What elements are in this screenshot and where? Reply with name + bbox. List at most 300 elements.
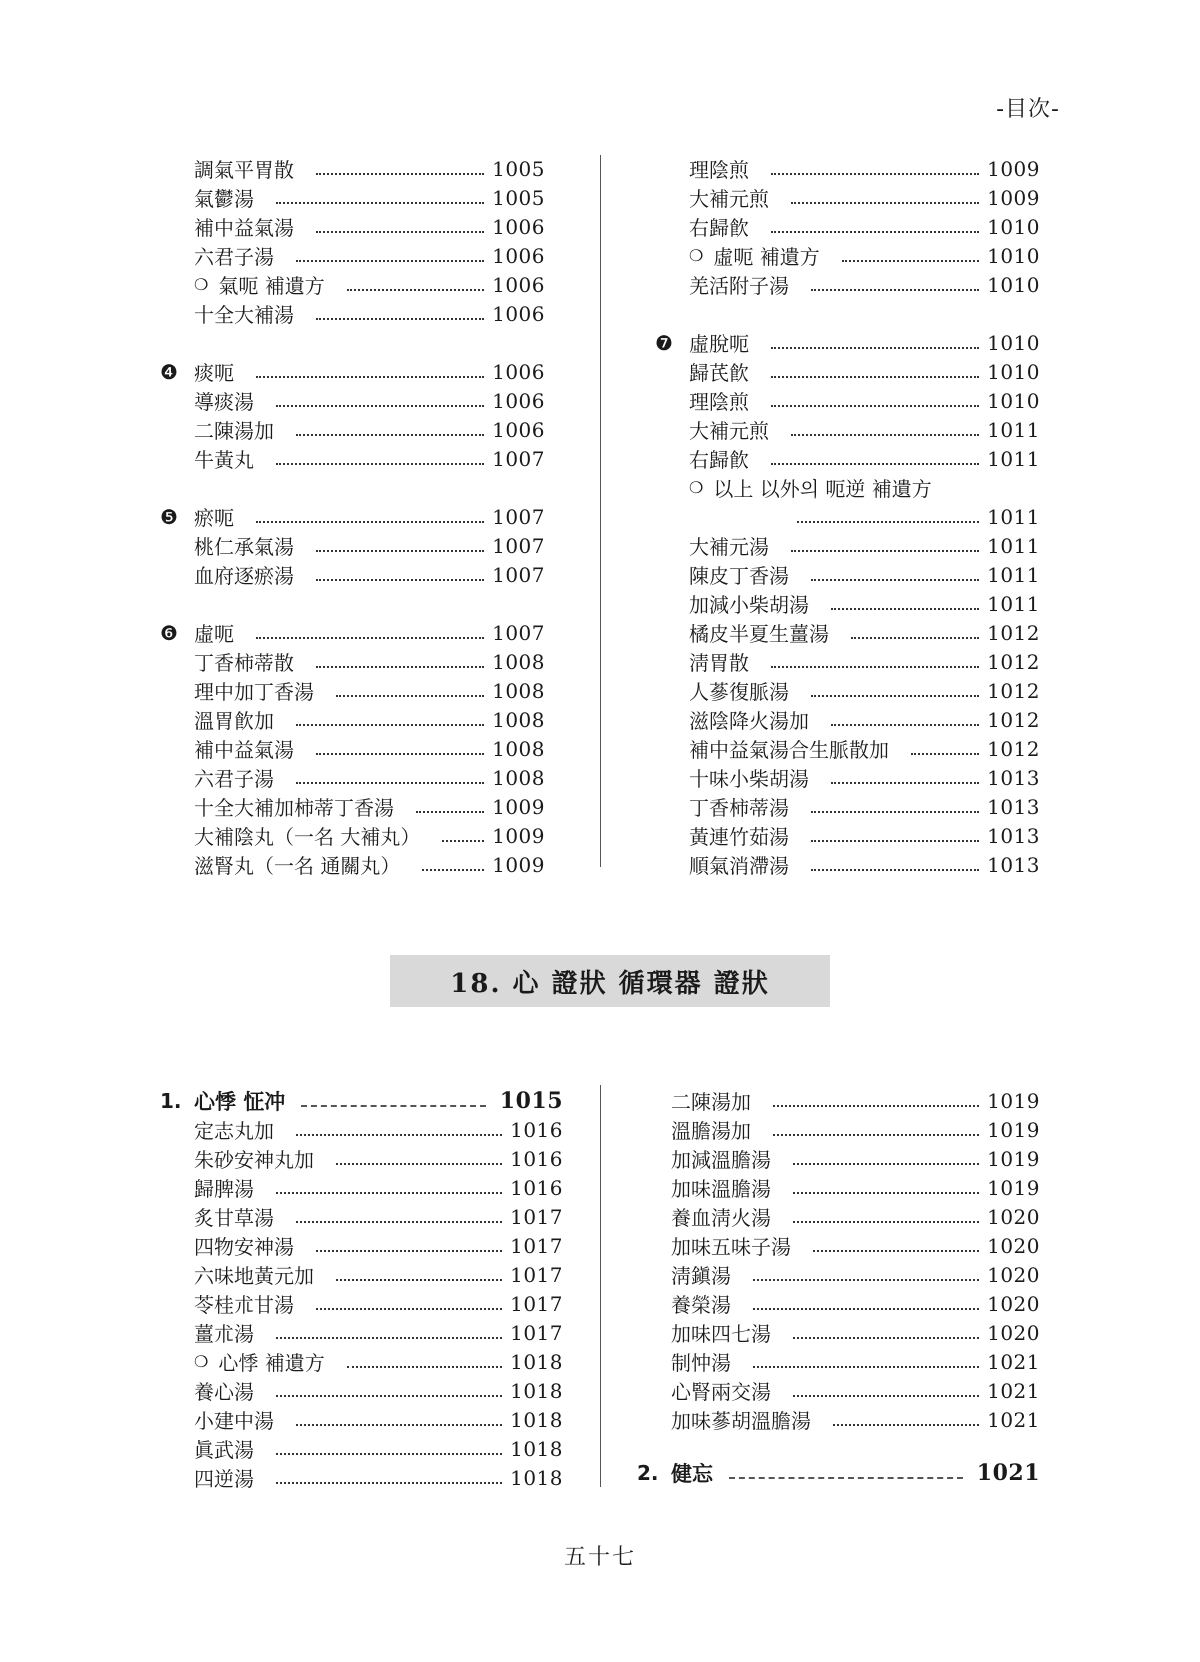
leader-dots: [256, 519, 484, 523]
toc-entry: [160, 299, 545, 328]
leader-dots: [276, 200, 484, 204]
leader-dots: [811, 838, 979, 842]
page-number: 五十七: [563, 1545, 636, 1570]
toc-entry: [160, 676, 545, 705]
toc-entry: [655, 183, 1040, 212]
leader-dots: [256, 635, 484, 639]
entry-title: 薑朮湯: [194, 1322, 254, 1346]
entry-title: 四物安神湯: [194, 1235, 294, 1259]
entry-title: 六味地黃元加: [194, 1264, 314, 1288]
page-reference: 1008: [492, 736, 545, 761]
entry-title: 丁香柿蒂湯: [689, 796, 789, 820]
entry-title: 健忘: [671, 1460, 713, 1486]
toc-entry: [160, 502, 545, 531]
page-reference: 1012: [987, 649, 1040, 674]
page-reference: 1008: [492, 707, 545, 732]
leader-dots: [316, 1306, 502, 1310]
entry-title: 血府逐瘀湯: [194, 564, 294, 588]
toc-entry: [160, 212, 545, 241]
leader-dots: [296, 1132, 502, 1136]
entry-title: 大補元湯: [689, 535, 769, 559]
leader-dots: [811, 867, 979, 871]
entry-title: 養榮湯: [671, 1293, 731, 1317]
page-reference: 1009: [492, 852, 545, 877]
entry-title: 人蔘復脈湯: [689, 680, 789, 704]
circle-bullet-icon: ❍: [689, 246, 704, 265]
toc-entry: [655, 618, 1040, 647]
circled-number-marker: ❻: [160, 620, 178, 645]
leader-dots: [276, 1190, 502, 1194]
entry-title: 補中益氣湯合生脈散加: [689, 738, 889, 762]
entry-title: 氣鬱湯: [194, 187, 254, 211]
leader-dots: [336, 1161, 502, 1165]
entry-title: 溫胃飮加: [194, 709, 274, 733]
entry-title: 補中益氣湯: [194, 216, 294, 240]
page-reference: 1006: [492, 417, 545, 442]
toc-entry: [160, 241, 545, 270]
entry-title: 眞武湯: [194, 1438, 254, 1462]
entry-title: 六君子湯: [194, 245, 274, 269]
toc-entry: [637, 1289, 1040, 1318]
column-divider-top: [600, 155, 601, 867]
entry-title: 痰呃: [194, 361, 234, 385]
entry-title: 朱砂安神丸加: [194, 1148, 314, 1172]
entry-title: 丁香柿蒂散: [194, 651, 294, 675]
page-reference: 1008: [492, 649, 545, 674]
page-reference: 1021: [987, 1349, 1040, 1374]
page-reference: 1010: [987, 272, 1040, 297]
entry-title: 加味溫膽湯: [671, 1177, 771, 1201]
leader-dots: [729, 1475, 963, 1479]
page-reference: 1009: [492, 794, 545, 819]
page-reference: 1007: [492, 446, 545, 471]
entry-title: 溫膽湯加: [671, 1119, 751, 1143]
leader-dots: [833, 1422, 979, 1426]
entry-title: 加減溫膽湯: [671, 1148, 771, 1172]
page-reference: 1006: [492, 214, 545, 239]
entry-title: 小建中湯: [194, 1409, 274, 1433]
leader-dots: [793, 1219, 979, 1223]
toc-entry: [160, 1173, 563, 1202]
toc-entry: [655, 270, 1040, 299]
leader-dots: [276, 1393, 502, 1397]
toc-entry: [160, 560, 545, 589]
entry-title: 調氣平胃散: [194, 158, 294, 182]
entry-title: 淸胃散: [689, 651, 749, 675]
leader-dots: [316, 664, 484, 668]
page-reference: 1018: [510, 1378, 563, 1403]
entry-title: 制忡湯: [671, 1351, 731, 1375]
toc-entry: [160, 1115, 563, 1144]
page-reference: 1019: [987, 1088, 1040, 1113]
entry-title: 二陳湯加: [671, 1090, 751, 1114]
leader-dots: [347, 287, 484, 291]
toc-entry: [655, 473, 1040, 502]
entry-title: 加味五味子湯: [671, 1235, 791, 1259]
toc-entry: [655, 212, 1040, 241]
toc-entry: [160, 1231, 563, 1260]
leader-dots: [316, 751, 484, 755]
leader-dots: [301, 1103, 485, 1107]
leader-dots: [811, 809, 979, 813]
toc-entry: [655, 241, 1040, 270]
entry-title: 大補元煎: [689, 187, 769, 211]
page-reference: 1010: [987, 388, 1040, 413]
toc-entry: [160, 1144, 563, 1173]
page-reference: 1006: [492, 272, 545, 297]
entry-title: 以上 以外의 呃逆 補遺方: [713, 477, 932, 501]
page-reference: 1016: [510, 1146, 563, 1171]
leader-dots: [831, 780, 979, 784]
leader-dots: [276, 403, 484, 407]
section-number: 2.: [637, 1460, 659, 1485]
leader-dots: [416, 809, 484, 813]
circle-bullet-icon: ❍: [689, 478, 704, 497]
toc-entry: [655, 763, 1040, 792]
toc-entry: [637, 1086, 1040, 1115]
section-number: 1.: [160, 1088, 182, 1113]
page-reference: 1017: [510, 1204, 563, 1229]
circled-number-marker: ❼: [655, 330, 673, 355]
leader-dots: [276, 461, 484, 465]
leader-dots: [773, 1132, 979, 1136]
page-reference: 1010: [987, 243, 1040, 268]
leader-dots: [791, 432, 979, 436]
leader-dots: [296, 780, 484, 784]
entry-title: 淸鎭湯: [671, 1264, 731, 1288]
leader-dots: [316, 171, 484, 175]
toc-entry: [655, 850, 1040, 879]
page-reference: 1018: [510, 1349, 563, 1374]
leader-dots: [316, 316, 484, 320]
page-reference: 1013: [987, 823, 1040, 848]
toc-entry: [637, 1173, 1040, 1202]
leader-dots: [771, 345, 979, 349]
entry-title: 苓桂朮甘湯: [194, 1293, 294, 1317]
page-reference: 1007: [492, 620, 545, 645]
toc-entry: [160, 734, 545, 763]
toc-entry: [655, 589, 1040, 618]
entry-title: 加味蔘胡溫膽湯: [671, 1409, 811, 1433]
leader-dots: [813, 1248, 979, 1252]
toc-entry: [160, 1318, 563, 1347]
page-reference: 1008: [492, 678, 545, 703]
page-reference: 1021: [987, 1378, 1040, 1403]
entry-title: 導痰湯: [194, 390, 254, 414]
page-reference: 1020: [987, 1233, 1040, 1258]
leader-dots: [831, 606, 979, 610]
leader-dots: [831, 722, 979, 726]
entry-title: 陳皮丁香湯: [689, 564, 789, 588]
entry-title: 補中益氣湯: [194, 738, 294, 762]
toc-entry: [655, 734, 1040, 763]
toc-entry: [655, 705, 1040, 734]
entry-title: 十全大補湯: [194, 303, 294, 327]
leader-dots: [911, 751, 979, 755]
toc-entry: [160, 1289, 563, 1318]
toc-entry: [655, 386, 1040, 415]
toc-entry: [637, 1144, 1040, 1173]
entry-title: 大補元煎: [689, 419, 769, 443]
leader-dots: [811, 693, 979, 697]
toc-entry: [655, 792, 1040, 821]
toc-entry: [160, 1463, 563, 1492]
toc-entry: [655, 444, 1040, 473]
entry-title: 四逆湯: [194, 1467, 254, 1491]
entry-title: 養血淸火湯: [671, 1206, 771, 1230]
chapter-title: 18. 心 證狀 循環器 證狀: [390, 955, 830, 1007]
page-reference: 1006: [492, 301, 545, 326]
leader-dots: [793, 1335, 979, 1339]
page-reference: 1010: [987, 359, 1040, 384]
toc-entry: [160, 357, 545, 386]
leader-dots: [842, 258, 979, 262]
page-reference: 1013: [987, 852, 1040, 877]
page-reference: 1011: [987, 533, 1040, 558]
page-reference: 1010: [987, 214, 1040, 239]
page-reference: 1007: [492, 504, 545, 529]
page-reference: 1007: [492, 562, 545, 587]
toc-entry: [160, 531, 545, 560]
toc-entry: [637, 1260, 1040, 1289]
entry-title: 十味小柴胡湯: [689, 767, 809, 791]
page-reference: 1012: [987, 620, 1040, 645]
toc-entry: [160, 1405, 563, 1434]
entry-title: 心腎兩交湯: [671, 1380, 771, 1404]
toc-entry: [160, 183, 545, 212]
page-reference: 1013: [987, 794, 1040, 819]
leader-dots: [316, 548, 484, 552]
page-reference: 1009: [492, 823, 545, 848]
page-reference: 1005: [492, 156, 545, 181]
leader-dots: [851, 635, 979, 639]
leader-dots: [797, 519, 979, 523]
leader-dots: [791, 548, 979, 552]
entry-title: 加味四七湯: [671, 1322, 771, 1346]
page-reference: 1017: [510, 1291, 563, 1316]
entry-title: 滋腎丸（一名 通關丸）: [194, 854, 401, 878]
page-reference: 1016: [510, 1117, 563, 1142]
toc-entry: [160, 1347, 563, 1376]
leader-dots: [296, 1422, 502, 1426]
entry-title: 牛黃丸: [194, 448, 254, 472]
page-reference: 1021: [987, 1407, 1040, 1432]
entry-title: 黃連竹茹湯: [689, 825, 789, 849]
leader-dots: [316, 229, 484, 233]
entry-title: 加減小柴胡湯: [689, 593, 809, 617]
toc-entry: [655, 531, 1040, 560]
entry-title: 理中加丁香湯: [194, 680, 314, 704]
page-reference: 1012: [987, 678, 1040, 703]
page-reference: 1020: [987, 1320, 1040, 1345]
entry-title: 右歸飮: [689, 216, 749, 240]
entry-title: 二陳湯加: [194, 419, 274, 443]
toc-entry: [160, 1434, 563, 1463]
page-reference: 1016: [510, 1175, 563, 1200]
toc-entry: [160, 850, 545, 879]
leader-dots: [296, 1219, 502, 1223]
entry-title: 橘皮半夏生薑湯: [689, 622, 829, 646]
toc-entry: [637, 1376, 1040, 1405]
page-reference: 1012: [987, 736, 1040, 761]
page-reference: 1011: [987, 591, 1040, 616]
page-reference: 1011: [987, 417, 1040, 442]
entry-title: 心悸 補遺方: [218, 1351, 325, 1375]
leader-dots: [811, 577, 979, 581]
toc-entry: [637, 1202, 1040, 1231]
toc-entry: [160, 270, 545, 299]
entry-title: 桃仁承氣湯: [194, 535, 294, 559]
leader-dots: [316, 1248, 502, 1252]
entry-title: 炙甘草湯: [194, 1206, 274, 1230]
column-divider-bottom: [600, 1085, 601, 1487]
toc-entry: [655, 328, 1040, 357]
page-reference: 1019: [987, 1117, 1040, 1142]
entry-title: 羌活附子湯: [689, 274, 789, 298]
entry-title: 理陰煎: [689, 158, 749, 182]
entry-title: 十全大補加柿蒂丁香湯: [194, 796, 394, 820]
leader-dots: [316, 577, 484, 581]
page-reference: 1006: [492, 388, 545, 413]
page-reference: 1006: [492, 359, 545, 384]
page-reference: 1008: [492, 765, 545, 790]
leader-dots: [811, 287, 979, 291]
leader-dots: [347, 1364, 502, 1368]
entry-title: 虛脫呃: [689, 332, 749, 356]
toc-entry: [160, 1202, 563, 1231]
leader-dots: [422, 867, 484, 871]
page-reference: 1020: [987, 1291, 1040, 1316]
leader-dots: [296, 432, 484, 436]
toc-entry: [655, 560, 1040, 589]
toc-entry: [160, 1376, 563, 1405]
page-reference: 1015: [499, 1087, 563, 1114]
leader-dots: [296, 258, 484, 262]
page-reference: 1005: [492, 185, 545, 210]
entry-title: 瘀呃: [194, 506, 234, 530]
toc-entry: [637, 1405, 1040, 1434]
leader-dots: [793, 1393, 979, 1397]
toc-entry: [160, 415, 545, 444]
leader-dots: [771, 403, 979, 407]
entry-title: 歸脾湯: [194, 1177, 254, 1201]
circle-bullet-icon: ❍: [194, 275, 209, 294]
toc-entry: [160, 618, 545, 647]
page-reference: 1020: [987, 1262, 1040, 1287]
entry-title: 六君子湯: [194, 767, 274, 791]
entry-title: 滋陰降火湯加: [689, 709, 809, 733]
toc-entry: [160, 1260, 563, 1289]
toc-entry: [637, 1115, 1040, 1144]
page-reference: 1009: [987, 185, 1040, 210]
toc-entry: [160, 444, 545, 473]
entry-title: 虛呃 補遺方: [713, 245, 820, 269]
page-reference: 1018: [510, 1465, 563, 1490]
page-reference: 1006: [492, 243, 545, 268]
page-reference: 1018: [510, 1407, 563, 1432]
entry-title: 虛呃: [194, 622, 234, 646]
page-reference: 1020: [987, 1204, 1040, 1229]
leader-dots: [296, 722, 484, 726]
leader-dots: [771, 374, 979, 378]
page-reference: 1017: [510, 1320, 563, 1345]
leader-dots: [276, 1480, 502, 1484]
entry-title: 養心湯: [194, 1380, 254, 1404]
toc-entry: [655, 676, 1040, 705]
page-reference: 1010: [987, 330, 1040, 355]
toc-entry: [160, 154, 545, 183]
leader-dots: [771, 461, 979, 465]
toc-entry: [160, 821, 545, 850]
circled-number-marker: ❹: [160, 359, 178, 384]
running-header: -目次-: [996, 97, 1060, 122]
toc-entry: [655, 415, 1040, 444]
toc-entry: [637, 1347, 1040, 1376]
toc-entry: [637, 1318, 1040, 1347]
leader-dots: [753, 1277, 979, 1281]
leader-dots: [753, 1306, 979, 1310]
toc-entry: [655, 154, 1040, 183]
circled-number-marker: ❺: [160, 504, 178, 529]
page-reference: 1017: [510, 1233, 563, 1258]
page-reference: 1011: [987, 446, 1040, 471]
entry-title: 心悸 怔冲: [194, 1088, 286, 1114]
toc-entry: [160, 386, 545, 415]
leader-dots: [256, 374, 484, 378]
leader-dots: [336, 693, 484, 697]
leader-dots: [793, 1190, 979, 1194]
entry-title: 大補陰丸（一名 大補丸）: [194, 825, 421, 849]
section-heading: [160, 1086, 563, 1115]
leader-dots: [771, 664, 979, 668]
leader-dots: [753, 1364, 979, 1368]
leader-dots: [791, 200, 979, 204]
page-reference: 1018: [510, 1436, 563, 1461]
toc-entry: [160, 647, 545, 676]
toc-entry: [637, 1231, 1040, 1260]
toc-entry: [160, 792, 545, 821]
toc-entry: [655, 647, 1040, 676]
page-reference: 1011: [987, 562, 1040, 587]
entry-title: 理陰煎: [689, 390, 749, 414]
toc-entry: [160, 763, 545, 792]
leader-dots: [442, 838, 484, 842]
leader-dots: [276, 1451, 502, 1455]
leader-dots: [336, 1277, 502, 1281]
leader-dots: [276, 1335, 502, 1339]
leader-dots: [771, 171, 979, 175]
leader-dots: [771, 229, 979, 233]
entry-title: 定志丸加: [194, 1119, 274, 1143]
entry-title: 歸芪飮: [689, 361, 749, 385]
circle-bullet-icon: ❍: [194, 1352, 209, 1371]
leader-dots: [773, 1103, 979, 1107]
page-reference: 1021: [976, 1459, 1040, 1486]
page-reference: 1019: [987, 1146, 1040, 1171]
section-heading: [637, 1458, 1040, 1487]
toc-entry: [655, 502, 1040, 531]
page-reference: 1009: [987, 156, 1040, 181]
page-reference: 1011: [987, 504, 1040, 529]
leader-dots: [793, 1161, 979, 1165]
toc-entry: [160, 705, 545, 734]
toc-entry: [655, 821, 1040, 850]
entry-title: 順氣消滯湯: [689, 854, 789, 878]
page-reference: 1007: [492, 533, 545, 558]
entry-title: 右歸飮: [689, 448, 749, 472]
page-reference: 1019: [987, 1175, 1040, 1200]
page-reference: 1013: [987, 765, 1040, 790]
